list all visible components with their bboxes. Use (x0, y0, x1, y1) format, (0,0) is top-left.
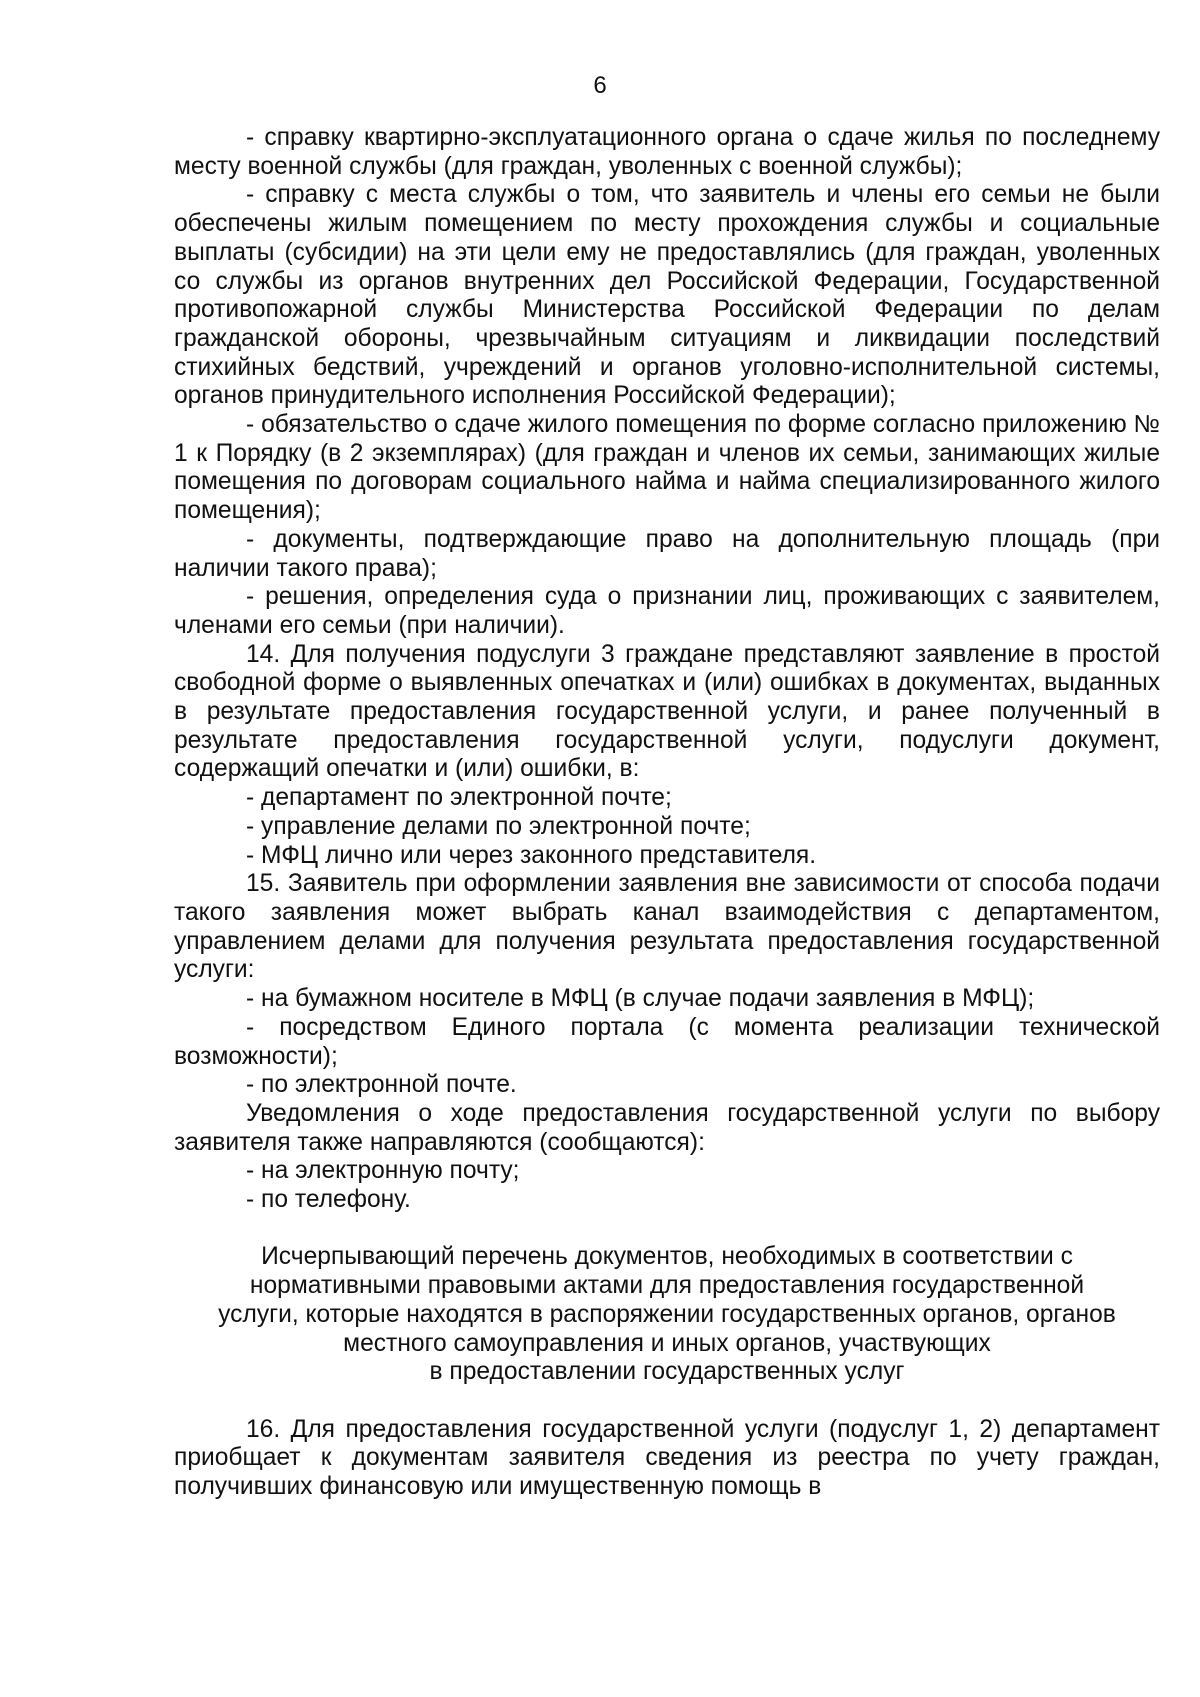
list-item-notify-phone: - по телефону. (246, 1186, 411, 1214)
page-number: 6 (593, 72, 607, 99)
paragraph-court-decisions: - решения, определения суда о признании лиц, проживающих с заявителем, членами его семьи (при наличии). (174, 583, 1160, 639)
paragraph-14: 14. Для получения подуслуги 3 граждане представляют заявление в простой свободной форме о выявленных опечатках и (или) ошибках в документах, выданных в результате предоставления государственной услуги, и ранее полученный в результате предоставления государственной услуги, подуслуги документ, содержащий опечатки и (или) ошибки, в: (174, 640, 1160, 783)
section-heading-line: в предоставлении государственных услуг (429, 1358, 905, 1386)
list-item-affairs-email: - управление делами по электронной почте; (246, 812, 751, 840)
list-item-department-email: - департамент по электронной почте; (246, 784, 672, 812)
document-body (174, 124, 1160, 1502)
section-heading-line: нормативными правовыми актами для предоставления государственной (249, 1272, 1085, 1300)
section-heading-line: Исчерпывающий перечень документов, необходимых в соответствии с (261, 1243, 1073, 1271)
list-item-notify-email: - на электронную почту; (246, 1157, 520, 1185)
section-heading-line: местного самоуправления и иных органов, участвующих (343, 1329, 991, 1357)
paragraph-16: 16. Для предоставления государственной услуги (подуслуг 1, 2) департамент приобщает к документам заявителя сведения из реестра по учету граждан, получивших финансовую или имущественную помощь в (174, 1415, 1160, 1501)
section-heading-line: услуги, которые находятся в распоряжении государственных органов, органов (218, 1300, 1116, 1328)
list-item-unified-portal: - посредством Единого портала (с момента реализации технической возможности); (174, 1013, 1160, 1070)
section-heading (174, 1243, 1160, 1387)
list-item-mfc-personal: - МФЦ лично или через законного представителя. (246, 841, 817, 869)
paragraph-kec-certificate: - справку квартирно-эксплуатационного органа о сдаче жилья по последнему месту военной службы (для граждан, уволенных с военной службы); (174, 124, 1160, 180)
paragraph-additional-area-docs: - документы, подтверждающие право на дополнительную площадь (при наличии такого права); (174, 525, 1160, 582)
paragraph-housing-obligation: - обязательство о сдаче жилого помещения по форме согласно приложению № 1 к Порядку (в 2 экземплярах) (для граждан и членов их семьи, занимающих жилые помещения по договорам социального найма и найма специализированного жилого помещения); (174, 411, 1160, 525)
list-item-email: - по электронной почте. (246, 1071, 517, 1099)
paragraph-15: 15. Заявитель при оформлении заявления вне зависимости от способа подачи такого заявления может выбрать канал взаимодействия с департаментом, управлением делами для получения результата предоставления государственной услуги: (174, 870, 1160, 984)
paragraph-notifications: Уведомления о ходе предоставления государственной услуги по выбору заявителя также направляются (сообщаются): (174, 1099, 1160, 1156)
paragraph-service-certificate: - справку с места службы о том, что заявитель и члены его семьи не были обеспечены жилым помещением по месту прохождения службы и социальные выплаты (субсидии) на эти цели ему не предоставлялись (для граждан, уволенных со службы из органов внутренних дел Российской Федерации, Государственной противопожарной службы Министерства Российской Федерации по делам гражданской обороны, чрезвычайным ситуациям и ликвидации последствий стихийных бедствий, учреждений и органов уголовно-исполнительной системы, органов принудительного исполнения Российской Федерации); (174, 181, 1160, 410)
list-item-paper-mfc: - на бумажном носителе в МФЦ (в случае подачи заявления в МФЦ); (246, 985, 1035, 1013)
